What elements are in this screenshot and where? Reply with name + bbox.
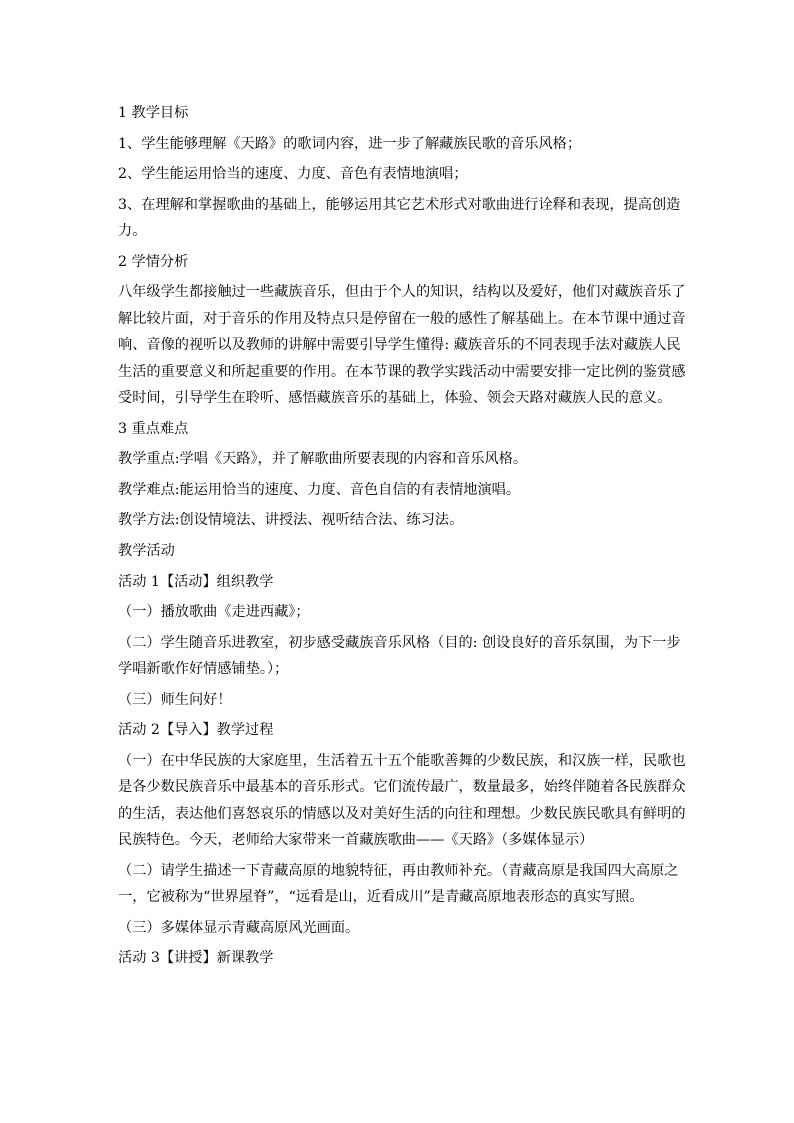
- text-line: 1、学生能够理解《天路》的歌词内容，进一步了解藏族民歌的音乐风格；: [118, 135, 582, 152]
- text-line: 2、学生能运用恰当的速度、力度、音色有表情地演唱；: [118, 166, 468, 183]
- text-line: 响、音像的视听以及教师的讲解中需要引导学生懂得: 藏族音乐的不同表现手法对藏族人民: [118, 337, 681, 354]
- paragraph: [118, 161, 683, 187]
- document-body: [118, 100, 686, 972]
- text-line: 八年级学生都接触过一些藏族音乐，但由于个人的知识，结构以及爱好，他们对藏族音乐了: [118, 284, 686, 301]
- paragraph: [118, 446, 683, 472]
- text-line: 解比较片面，对于音乐的作用及特点只是停留在一般的感性了解基础上。在本节课中通过音: [118, 310, 686, 327]
- paragraph: [118, 279, 686, 411]
- text-line: 教学难点:能运用恰当的速度、力度、音色自信的有表情地演唱。: [118, 481, 521, 498]
- paragraph: [118, 599, 683, 625]
- text-line: 力。: [118, 223, 147, 240]
- text-line: 学唱新歌作好情感铺垫。）；: [118, 661, 289, 678]
- text-line: 生活的重要意义和所起重要的作用。在本节课的教学实践活动中需要安排一定比例的鉴赏感: [118, 363, 686, 380]
- text-line: 民族特色。今天，老师给大家带来一首藏族歌曲——《天路》（多媒体显示）: [118, 832, 594, 849]
- text-line: 3、在理解和掌握歌曲的基础上，能够运用其它艺术形式对歌曲进行诠释和表现，提高创造: [118, 196, 681, 213]
- paragraph: [118, 858, 683, 911]
- text-line: （二）学生随音乐进教室，初步感受藏族音乐风格（目的: 创设良好的音乐氛围，为下一步: [118, 634, 681, 651]
- text-line: 教学方法:创设情境法、讲授法、视听结合法、练习法。: [118, 512, 464, 529]
- paragraph: [118, 192, 683, 245]
- text-line: 的生活，表达他们喜怒哀乐的情感以及对美好生活的向往和理想。少数民族民歌具有鲜明的: [118, 805, 686, 822]
- paragraph: [118, 131, 683, 157]
- text-line: 一，它被称为“世界屋脊”，“远看是山，近看成川”是青藏高原地表形态的真实写照。: [118, 889, 644, 906]
- paragraph: [118, 507, 683, 533]
- text-line: （一）在中华民族的大家庭里，生活着五十五个能歌善舞的少数民族，和汉族一样，民歌也: [118, 752, 686, 769]
- text-line: （二）请学生描述一下青藏高原的地貌特征，再由教师补充。（青藏高原是我国四大高原之: [118, 862, 679, 879]
- text-line: 教学重点:学唱《天路》，并了解歌曲所要表现的内容和音乐风格。: [118, 451, 528, 468]
- text-line: 受时间，引导学生在聆听、感悟藏族音乐的基础上，体验、领会天路对藏族人民的意义。: [118, 390, 672, 406]
- section-heading: 3 重点难点: [118, 420, 189, 437]
- section-heading: 教学活动: [118, 542, 175, 559]
- section-heading: 1 教学目标: [118, 105, 189, 121]
- text-line: （三）多媒体显示青藏高原风光画面。: [118, 919, 360, 936]
- paragraph: [118, 477, 683, 503]
- paragraph: [118, 748, 686, 854]
- paragraph: [118, 687, 683, 713]
- text-line: （三）师生问好！: [118, 691, 232, 708]
- text-line: 是各少数民族音乐中最基本的音乐形式。它们流传最广，数量最多，始终伴随着各民族群众: [118, 779, 686, 796]
- section-heading: 2 学情分析: [118, 253, 189, 270]
- section-heading: 活动 3【讲授】新课教学: [118, 950, 274, 967]
- paragraph: [118, 915, 683, 941]
- text-line: （一）播放歌曲《走进西藏》；: [118, 604, 310, 621]
- section-heading: 活动 1【活动】组织教学: [118, 573, 274, 590]
- paragraph: [118, 630, 683, 683]
- section-heading: 活动 2【导入】教学过程: [118, 722, 274, 739]
